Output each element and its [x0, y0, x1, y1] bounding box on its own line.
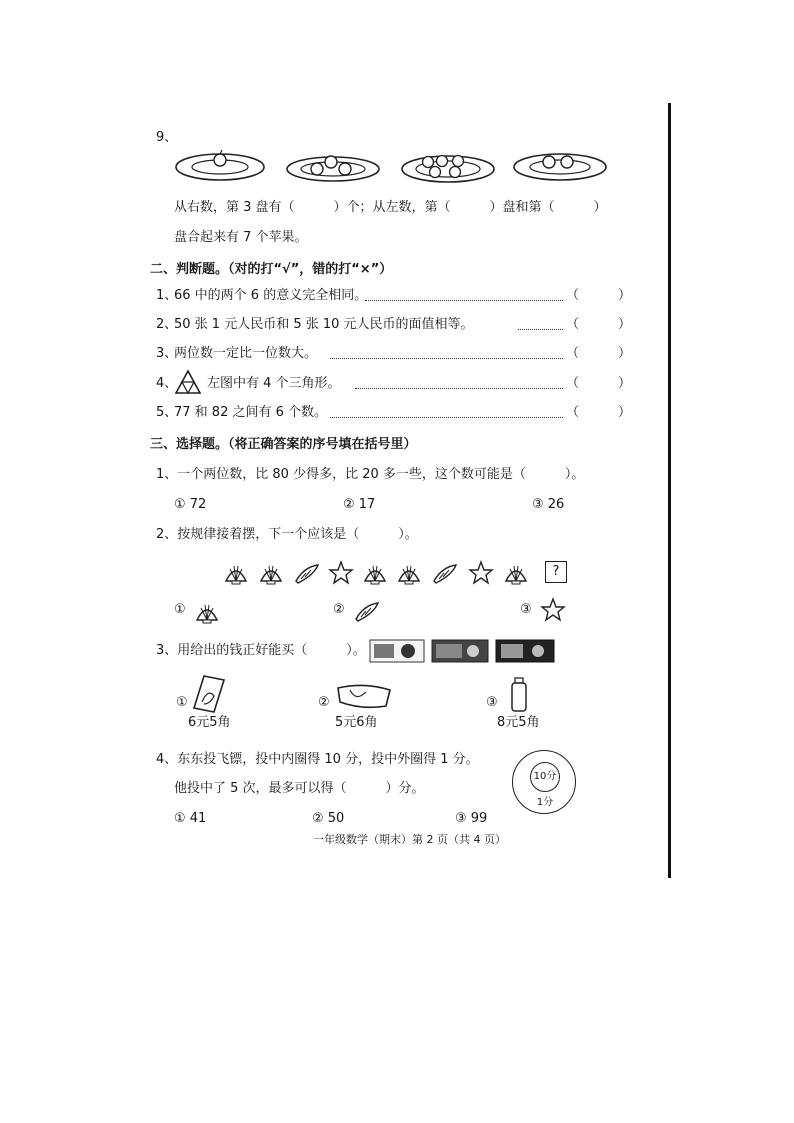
judge-3-num: 3、 [156, 346, 178, 361]
apple-icon [561, 156, 573, 168]
apple-icon [430, 167, 441, 178]
shell-icon [194, 598, 220, 624]
choice-2-option-1[interactable]: ① [174, 602, 186, 617]
choice-1-option-1[interactable]: ① 72 [174, 497, 207, 512]
shell-icon [261, 566, 281, 584]
starfish-icon [330, 562, 352, 583]
choice-1-option-3[interactable]: ③ 26 [532, 497, 565, 512]
choice-4-line2: 他投中了 5 次，最多可以得（ ）分。 [174, 781, 425, 796]
apple-icon [325, 156, 337, 168]
choice-2-option-3[interactable]: ③ [520, 602, 532, 617]
judge-2-answer[interactable]: （ ） [566, 317, 632, 332]
judge-1-answer[interactable]: （ ） [566, 288, 632, 303]
apple-icon [543, 156, 555, 168]
banknotes-image [368, 636, 558, 664]
apple-icon [339, 163, 351, 175]
dartboard-inner-ring: 10分 [530, 762, 560, 792]
shell-icon [506, 566, 526, 584]
leader-dots [330, 417, 563, 418]
choice-4-line1: 4、东东投飞镖，投中内圈得 10 分，投中外圈得 1 分。 [156, 752, 479, 767]
q9-line2: 盘合起来有 7 个苹果。 [174, 230, 308, 245]
choice-3-price-2: 5元6角 [335, 715, 378, 730]
plate-1 [176, 150, 264, 180]
shell-icon [399, 566, 419, 584]
starfish-icon [470, 562, 492, 583]
judge-1-num: 1、 [156, 288, 178, 303]
judge-5-num: 5、 [156, 405, 178, 420]
judge-3-answer[interactable]: （ ） [566, 346, 632, 361]
picture-book-icon [192, 674, 226, 714]
q9-number: 9、 [156, 130, 178, 145]
page-footer: 一年级数学（期末）第 2 页（共 4 页） [313, 833, 506, 846]
apple-icon [311, 163, 323, 175]
banknote-3 [496, 640, 554, 662]
choice-3-price-3: 8元5角 [497, 715, 540, 730]
banknote-1 [370, 640, 424, 662]
choice-2-text: 2、按规律接着摆，下一个应该是（ ）。 [156, 527, 418, 542]
plate-3 [402, 156, 494, 183]
choice-3-price-1: 6元5角 [188, 715, 231, 730]
pattern-sequence [224, 558, 574, 588]
apple-icon [437, 156, 448, 167]
leader-dots [330, 358, 563, 359]
choice-3-option-3[interactable]: ③ [486, 695, 498, 710]
judge-2-num: 2、 [156, 317, 178, 332]
section3-heading: 三、选择题。（将正确答案的序号填在括号里） [150, 437, 417, 452]
judge-3-text: 两位数一定比一位数大。 [174, 346, 318, 361]
dartboard-outer-label: 1分 [536, 797, 554, 808]
apple-icon [214, 154, 226, 166]
apple-icon [453, 156, 464, 167]
judge-4-answer[interactable]: （ ） [566, 376, 632, 391]
plate-2 [287, 156, 379, 181]
water-bottle-icon [508, 676, 530, 714]
leader-dots [518, 329, 563, 330]
choice-3-text: 3、用给出的钱正好能买（ ）。 [156, 643, 366, 658]
question-box: ? [545, 561, 567, 583]
pencil-case-icon [334, 680, 394, 712]
leader-dots [365, 300, 563, 301]
leader-dots [355, 388, 563, 389]
q9-line1: 从右数，第 3 盘有（ ）个；从左数，第（ ）盘和第（ ） [174, 200, 607, 215]
apple-icon [450, 167, 461, 178]
choice-2-option-2[interactable]: ② [333, 602, 345, 617]
judge-4-num: 4、 [156, 376, 178, 391]
judge-5-answer[interactable]: （ ） [566, 405, 632, 420]
judge-4-text: 左图中有 4 个三角形。 [207, 376, 341, 391]
plate-4 [514, 154, 606, 180]
choice-1-option-2[interactable]: ② 17 [343, 497, 376, 512]
judge-2-text: 50 张 1 元人民币和 5 张 10 元人民币的面值相等。 [174, 317, 474, 332]
choice-4-option-2[interactable]: ② 50 [312, 811, 345, 826]
scan-edge-bar [668, 103, 671, 878]
conch-icon [296, 565, 318, 583]
triangle-figure-icon [174, 369, 202, 395]
shell-icon [365, 566, 385, 584]
conch-icon [353, 598, 381, 624]
banknote-2 [432, 640, 488, 662]
shell-icon [226, 566, 246, 584]
choice-4-option-1[interactable]: ① 41 [174, 811, 207, 826]
choice-3-option-2[interactable]: ② [318, 695, 330, 710]
section2-heading: 二、判断题。（对的打“√”，错的打“×”） [150, 262, 393, 277]
choice-1-text: 1、一个两位数，比 80 少得多，比 20 多一些，这个数可能是（ ）。 [156, 467, 585, 482]
apple-plates [175, 145, 615, 185]
conch-icon [434, 565, 456, 583]
choice-3-option-1[interactable]: ① [176, 695, 188, 710]
judge-1-text: 66 中的两个 6 的意义完全相同。 [174, 288, 368, 303]
apple-icon [423, 157, 434, 168]
starfish-icon [540, 597, 566, 623]
judge-5-text: 77 和 82 之间有 6 个数。 [174, 405, 328, 420]
choice-4-option-3[interactable]: ③ 99 [455, 811, 488, 826]
